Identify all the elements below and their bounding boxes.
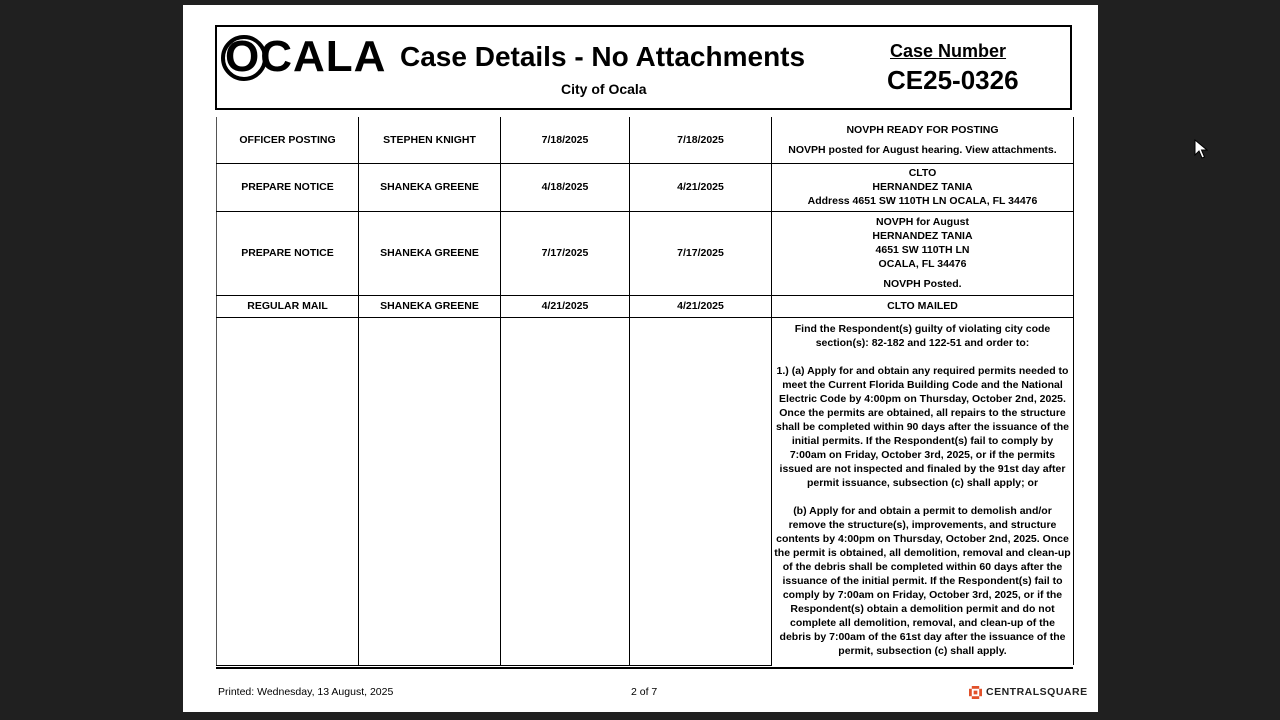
table-row: [217, 295, 1074, 317]
ocala-logo: [217, 33, 387, 83]
case-number: CE25-0326: [887, 65, 1019, 95]
note-line: Address 4651 SW 110TH LN OCALA, FL 34476: [807, 195, 1038, 207]
footer-divider: [216, 667, 1073, 669]
date-cell: 4/21/2025: [630, 163, 772, 211]
date-cell: [630, 317, 772, 665]
note-line: OCALA, FL 34476: [878, 258, 967, 270]
centralsquare-brand: [969, 685, 1088, 699]
case-number-label: Case Number: [890, 41, 1007, 61]
assigned-cell: [359, 317, 501, 665]
note-line: HERNANDEZ TANIA: [872, 230, 973, 242]
date-cell: 4/21/2025: [630, 295, 772, 317]
centralsquare-logo-icon: [969, 686, 982, 699]
note-line: 4651 SW 110TH LN: [875, 244, 970, 256]
date-cell: 7/18/2025: [501, 117, 630, 163]
date-cell: 7/18/2025: [630, 117, 772, 163]
notes-cell: [772, 317, 1074, 665]
table-row: [217, 163, 1074, 211]
document-page: [183, 5, 1098, 712]
table-row: [217, 211, 1074, 295]
note-line: HERNANDEZ TANIA: [872, 181, 973, 193]
assigned-cell: SHANEKA GREENE: [359, 163, 501, 211]
table-row: [217, 317, 1074, 665]
printed-date: Printed: Wednesday, 13 August, 2025: [218, 686, 394, 698]
document-header: [215, 25, 1072, 110]
notes-cell: [772, 295, 1074, 317]
activity-cell: PREPARE NOTICE: [217, 163, 359, 211]
notes-cell: [772, 163, 1074, 211]
mouse-pointer-icon: [1194, 139, 1208, 159]
activity-cell: REGULAR MAIL: [217, 295, 359, 317]
table-row: [217, 117, 1074, 163]
logo-text: OCALA: [225, 32, 387, 81]
activity-cell: PREPARE NOTICE: [217, 211, 359, 295]
page-subtitle: City of Ocala: [561, 81, 647, 97]
date-cell: 4/21/2025: [501, 295, 630, 317]
assigned-cell: SHANEKA GREENE: [359, 295, 501, 317]
notes-cell: [772, 211, 1074, 295]
page-title: Case Details - No Attachments: [400, 41, 806, 72]
note-line: NOVPH for August: [876, 216, 969, 228]
note-line: NOVPH Posted.: [883, 278, 962, 290]
note-line: CLTO: [908, 167, 937, 179]
page-number: 2 of 7: [631, 686, 658, 698]
note-line: NOVPH posted for August hearing. View attachments.: [788, 143, 1057, 156]
assigned-cell: SHANEKA GREENE: [359, 211, 501, 295]
note-line: NOVPH READY FOR POSTING: [846, 123, 999, 136]
date-cell: 7/17/2025: [501, 211, 630, 295]
order-text: Find the Respondent(s) guilty of violating city code section(s): 82-182 and 122-51 and order to: 1.) (a) Apply for and obtain any required permits needed to meet the Current Florida Building Code and the National Electric Code by 4:00pm on Thursday, October 2nd, 2025. Once the permits are obtained, all repairs to the structure shall be completed within 90 days after the issuance of the initial permits. If the Respondent(s) fail to comply by 7:00am on Friday, October 3rd, 2025, or if the permits issued are not inspected and finaled by the 91st day after permit issuance, subsection (c) shall apply; or (b) Apply for and obtain a permit to demolish and/or remove the structure(s), improvements, and structure contents by 4:00pm on Thursday, October 2nd, 2025. Once the permit is obtained, all demolition, removal and clean-up of the debris shall be completed within 60 days after the issuance of the initial permit. If the Respondent(s) fail to comply by 7:00am on Friday, October 3rd, 2025, or if the Respondent(s) obtain a demolition permit and do not complete all demolition, removal, and clean-up of the debris by 7:00am of the 61st day after the issuance of the permit, subsection (c) shall apply.: [774, 322, 1071, 657]
note-line: CLTO MAILED: [887, 300, 958, 312]
activity-cell: OFFICER POSTING: [217, 117, 359, 163]
assigned-cell: STEPHEN KNIGHT: [359, 117, 501, 163]
date-cell: 4/18/2025: [501, 163, 630, 211]
brand-name: CENTRALSQUARE: [986, 686, 1088, 698]
activity-table: [216, 117, 1074, 666]
activity-cell: [217, 317, 359, 665]
notes-cell: [772, 117, 1074, 163]
date-cell: [501, 317, 630, 665]
date-cell: 7/17/2025: [630, 211, 772, 295]
